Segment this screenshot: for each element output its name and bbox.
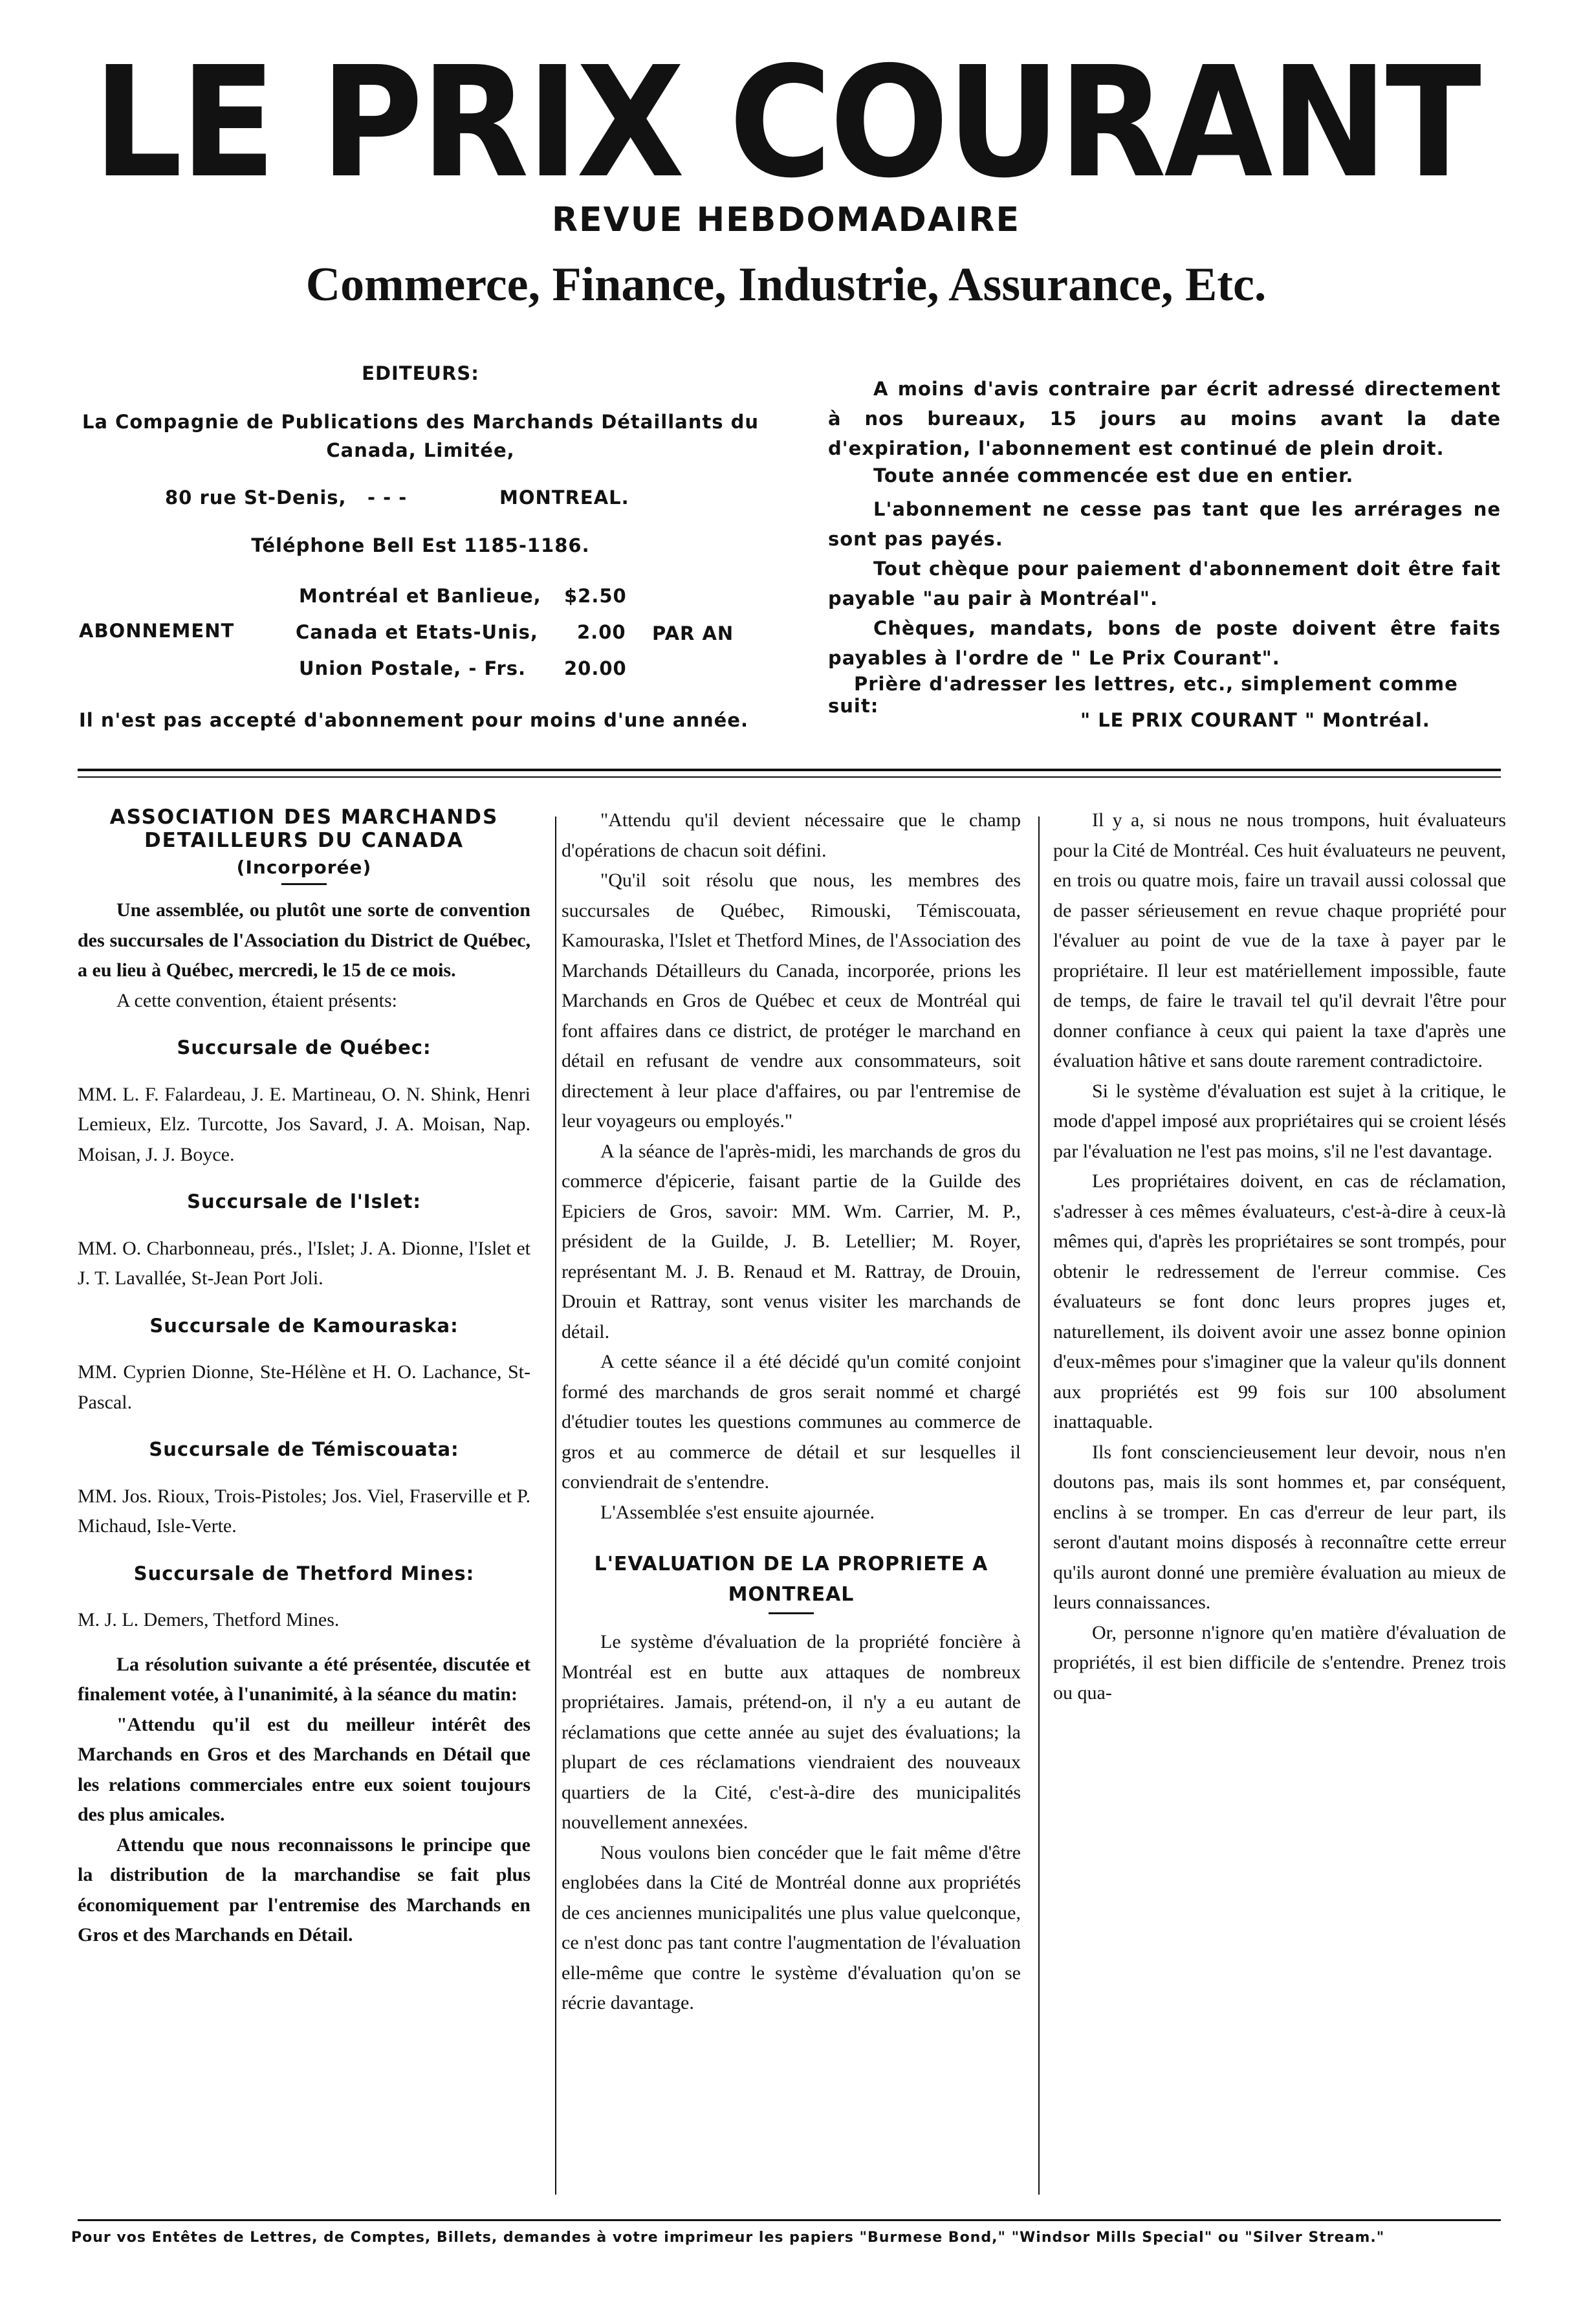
telephone: Téléphone Bell Est 1185-1186. [251, 534, 590, 556]
masthead-tagline: Commerce, Finance, Industrie, Assurance, Etc. [305, 258, 1267, 311]
paragraph: Le système d'évaluation de la propriété foncière à Montréal est en butte aux attaques de nombreux propriétaires. Jamais, prétend-on, il n'y a eu autant de réclamations que cette année au sujet des évaluations; la plupart de ces réclamations viendraient des nouveaux quartiers de la Cité, c'est-à-dire des municipalités nouvellement annexées. [562, 1631, 1021, 1833]
article-heading: ASSOCIATION DES MARCHANDS DETAILLEURS DU CANADA [109, 806, 499, 852]
notice-address: " LE PRIX COURANT " Montréal. [1080, 709, 1430, 731]
paragraph: Nous voulons bien concéder que le fait même d'être englobées dans la Cité de Montréal donne aux propriétés de ces anciennes municipalités une plus value quelconque, ce n'est donc pas tant contre l'augmentation de l'évaluation elle-même que contre le système d'évaluation qu'on se récrie davantage. [562, 1841, 1021, 2013]
paragraph: Si le système d'évaluation est sujet à la critique, le mode d'appel imposé aux propriétaires qui se croient lésés par l'évaluation ne l'est pas moins, s'il ne l'est davantage. [1053, 1080, 1506, 1162]
column-2 [562, 806, 1021, 2019]
paragraph: Ils font consciencieusement leur devoir, nous n'en doutons pas, mais ils sont hommes et, par conséquent, enclins à se tromper. En cas d'erreur de leur part, ils seront d'autant moins disposés à reconnaître cette erreur qu'ils auront donné une première évaluation au mieux de leurs connaissances. [1053, 1441, 1506, 1613]
column-divider [555, 817, 556, 2195]
rate-price: 2.00 [577, 621, 626, 643]
heading-rule [769, 1612, 814, 1614]
branch-members: MM. L. F. Falardeau, J. E. Martineau, O. N. Shink, Henri Lemieux, Elz. Turcotte, Jos Savard, J. A. Moisan, Nap. Moisan, J. J. Boyce. [78, 1083, 530, 1165]
paragraph: Or, personne n'ignore qu'en matière d'évaluation de propriétés, il est bien difficile de s'entendre. Prenez trois ou qua- [1053, 1621, 1506, 1704]
paragraph: Attendu que nous reconnaissons le principe que la distribution de la marchandise se fait plus économiquement par l'entremise des Marchands en Gros et des Marchands en Détail. [78, 1834, 530, 1946]
column-1 [78, 806, 530, 1951]
branch-members: MM. Jos. Rioux, Trois-Pistoles; Jos. Viel, Fraserville et P. Michaud, Isle-Verte. [78, 1485, 530, 1537]
per-year-label: PAR AN [652, 622, 734, 644]
paragraph: A cette séance il a été décidé qu'un comité conjoint formé des marchands de gros serait nommé et chargé d'étudier toutes les questions communes au commerce de gros et au commerce de détail et sur lesquelles il conviendrait de s'entendre. [562, 1351, 1021, 1493]
column-3 [1053, 806, 1506, 1708]
article-heading-sub: (Incorporée) [236, 857, 372, 878]
paragraph: Il y a, si nous ne nous trompons, huit évaluateurs pour la Cité de Montréal. Ces huit évaluateurs ne peuvent, en trois ou quatre mois, faire un travail aussi colossal que de passer sérieusement en revue chaque propriété pour l'évaluer au point de vue de la taxe à payer par le propriétaire. Il leur est matériellement impossible, faute de temps, de faire le travail tel qu'il devrait l'être pour donner confiance à ceux qui paient la taxe d'après une évaluation hâtive et sans doute rarement contradictoire. [1053, 809, 1506, 1071]
paragraph: A cette convention, étaient présents: [116, 989, 398, 1011]
paragraph: A la séance de l'après-midi, les marchands de gros du commerce d'épicerie, faisant partie de la Guilde des Epiciers de Gros, savoir: MM. Wm. Carrier, M. P., président de la Guilde, J. B. Letellier; M. Royer, représentant M. J. B. Renaud et M. Rattray, de Drouin, Drouin et Rattray, sont venus visiter les marchands de détail. [562, 1140, 1021, 1343]
rate-region: Montréal et Banlieue, [299, 585, 541, 607]
paragraph: La résolution suivante a été présentée, discutée et finalement votée, à l'unanimité, à la séance du matin: [78, 1653, 530, 1705]
rate-price: $2.50 [564, 585, 627, 607]
branch-heading: Succursale de Témiscouata: [149, 1438, 459, 1460]
branch-heading: Succursale de Québec: [177, 1036, 431, 1058]
column-divider [1038, 817, 1040, 2195]
masthead-title: LE PRIX COURANT [93, 34, 1479, 212]
branch-members: MM. O. Charbonneau, prés., l'Islet; J. A. Dionne, l'Islet et J. T. Lavallée, St-Jean Port Joli. [78, 1237, 530, 1289]
notice-payable: Chèques, mandats, bons de poste doivent être faits payables à l'ordre de " Le Prix Courant". [828, 617, 1501, 669]
divider-rule [78, 769, 1501, 771]
branch-members: M. J. L. Demers, Thetford Mines. [78, 1609, 340, 1630]
address-dashes: - - - [367, 487, 408, 509]
paragraph: Une assemblée, ou plutôt une sorte de convention des succursales de l'Association du District de Québec, a eu lieu à Québec, mercredi, le 15 de ce mois. [78, 899, 530, 981]
paragraph: Les propriétaires doivent, en cas de réclamation, s'adresser à ces mêmes évaluateurs, c'est-à-dire à ceux-là mêmes qui, d'après les propriétaires se sont trompés, pour obtenir le redressement de l'erreur commise. Ces évaluateurs se font donc leurs propres juges et, naturellement, ils doivent avoir une assez bonne opinion d'eux-mêmes pour s'imaginer que la valeur qu'ils donnent aux propriétés est 99 fois sur 100 absolument inattaquable. [1053, 1170, 1506, 1432]
notice-address-prompt: Prière d'adresser les lettres, etc., simplement comme suit: [828, 673, 1458, 717]
address-street: 80 rue St-Denis, [165, 487, 347, 509]
footer-rule [78, 2219, 1501, 2221]
subscription-label: ABONNEMENT [79, 620, 235, 642]
address-city: MONTREAL. [499, 487, 629, 509]
heading-rule [281, 883, 327, 885]
divider-rule [78, 776, 1501, 778]
publisher-company: La Compagnie de Publications des Marchands Détaillants du Canada, Limitée, [82, 411, 759, 461]
paragraph: L'Assemblée s'est ensuite ajournée. [600, 1501, 875, 1523]
publisher-heading: EDITEURS: [362, 362, 479, 384]
branch-heading: Succursale de Kamouraska: [149, 1314, 459, 1337]
rate-price: 20.00 [564, 657, 627, 679]
minimum-note: Il n'est pas accepté d'abonnement pour moins d'une année. [79, 709, 748, 731]
paragraph: "Attendu qu'il devient nécessaire que le champ d'opérations de chacun soit défini. [562, 809, 1021, 861]
article-heading: L'EVALUATION DE LA PROPRIETE A MONTREAL [594, 1553, 988, 1606]
masthead-subtitle: REVUE HEBDOMADAIRE [551, 201, 1020, 239]
paragraph: "Attendu qu'il est du meilleur intérêt des Marchands en Gros et des Marchands en Détail que les relations commerciales entre eux soient toujours des plus amicales. [78, 1713, 530, 1825]
footer-advert: Pour vos Entêtes de Lettres, de Comptes, Billets, demandes à votre imprimeur les papiers "Burmese Bond," "Windsor Mills Special" ou "Silver Stream." [71, 2230, 1385, 2246]
branch-heading: Succursale de l'Islet: [187, 1190, 421, 1212]
notice-expiration: A moins d'avis contraire par écrit adressé directement à nos bureaux, 15 jours au moins avant la date d'expiration, l'abonnement est continué de plein droit. [828, 378, 1501, 459]
notice-arrears: L'abonnement ne cesse pas tant que les arrérages ne sont pas payés. [828, 498, 1501, 550]
rate-region: Canada et Etats-Unis, [296, 621, 538, 643]
rate-region: Union Postale, - Frs. [299, 657, 527, 679]
notice-cheque: Tout chèque pour paiement d'abonnement doit être fait payable "au pair à Montréal". [828, 558, 1501, 609]
branch-members: MM. Cyprien Dionne, Ste-Hélène et H. O. Lachance, St-Pascal. [78, 1361, 530, 1413]
paragraph: "Qu'il soit résolu que nous, les membres des succursales de Québec, Rimouski, Témiscouata, Kamouraska, l'Islet et Thetford Mines, de l'Association des Marchands Détailleurs du Canada, incorporée, prions les Marchands en Gros de Québec et ceux de Montréal qui font affaires dans ce district, de protéger le marchand en détail en refusant de vendre aux consommateurs, soit directement à leur place d'affaires, ou par l'entremise de leur voyageurs ou employés." [562, 870, 1021, 1132]
notice-year: Toute année commencée est due en entier. [873, 465, 1354, 487]
branch-heading: Succursale de Thetford Mines: [133, 1562, 475, 1584]
